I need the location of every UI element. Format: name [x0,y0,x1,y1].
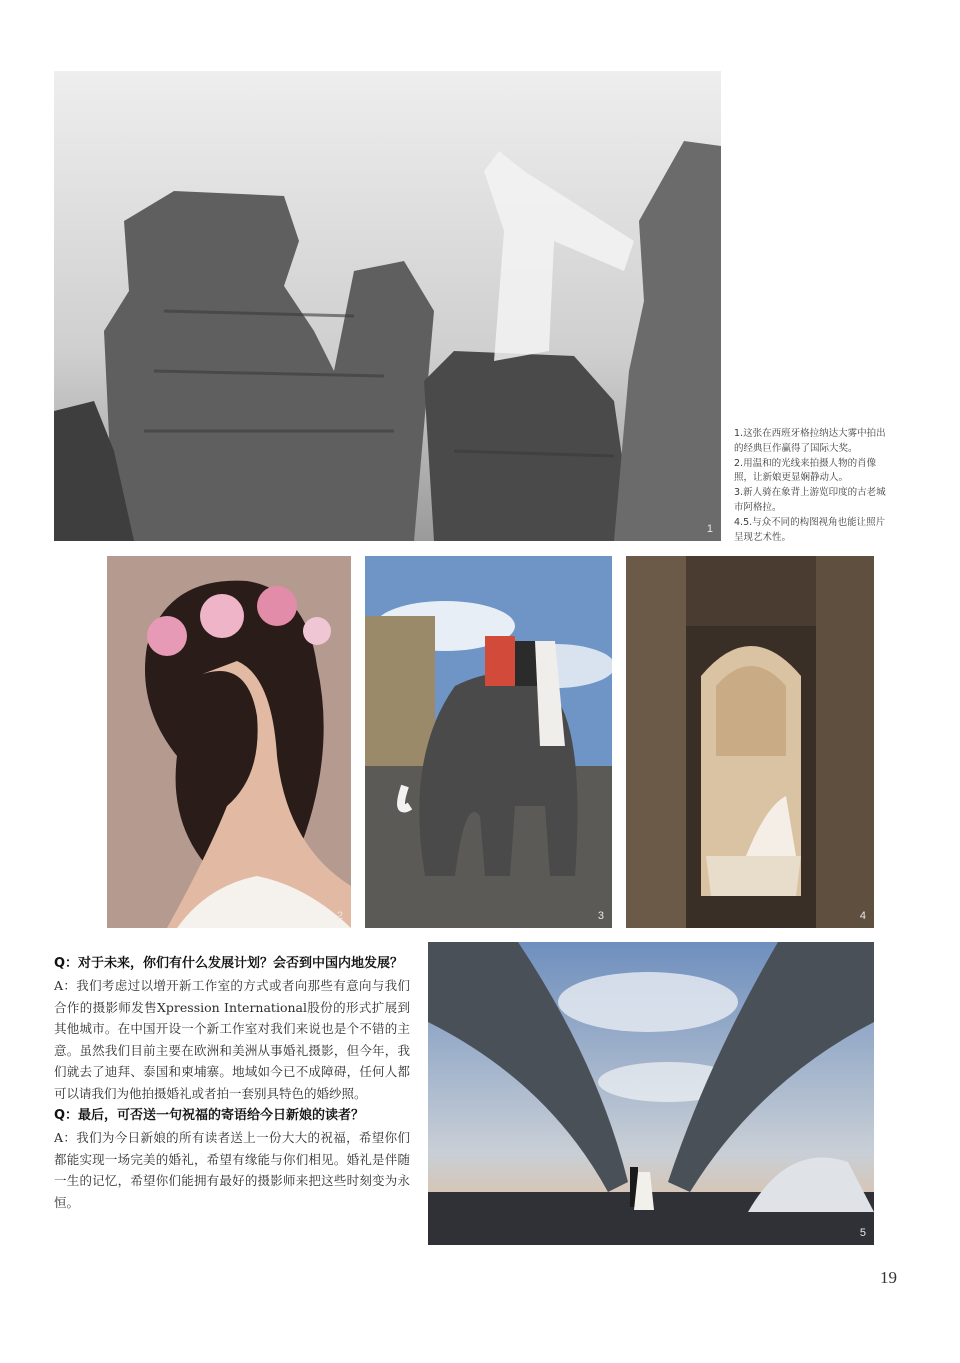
page-number: 19 [880,1268,897,1287]
photo-couple-under-bridges [428,942,874,1245]
answer-1: A：我们考虑过以增开新工作室的方式或者向那些有意向与我们合作的摄影师发售Xpression International股份的形式扩展到其他城市。在中国开设一个新工作室对我们来说也是个不错的主意。虽然我们目前主要在欧洲和美洲从事婚礼摄影，但今年，我们就去了迪拜、泰国和柬埔寨。地域如今已不成障碍，任何人都可以请我们为他拍摄婚礼或者拍一套别具特色的婚纱照。 [54,978,410,1101]
photo-bride-on-rocks-fog [54,71,721,541]
question-1: Q：对于未来，你们有什么发展计划？会否到中国内地发展？ [54,956,404,971]
photo-number: 4 [859,910,866,922]
qa-article-text [54,952,410,1213]
photo-number: 3 [597,910,604,922]
photo-number: 1 [706,523,713,535]
photo-bride-in-alcove [626,556,874,928]
photo-couple-on-elephant [365,556,612,928]
photo-captions [734,427,894,545]
question-2: Q：最后，可否送一句祝福的寄语给今日新娘的读者？ [54,1108,365,1123]
photo-bride-portrait-orchids [107,556,351,928]
answer-2: A：我们为今日新娘的所有读者送上一份大大的祝福，希望你们都能实现一场完美的婚礼，希望有缘能与你们相见。婚礼是伴随一生的记忆，希望你们能拥有最好的摄影师来把这些时刻变为永恒。 [54,1130,410,1210]
caption-3: 3.新人骑在象背上游览印度的古老城市阿格拉。 [734,487,886,513]
caption-4-5: 4.5.与众不同的构图视角也能让照片呈现艺术性。 [734,516,886,543]
photo-number: 5 [859,1227,866,1239]
caption-2: 2.用温和的光线来拍摄人物的肖像照，让新娘更显娴静动人。 [734,457,877,484]
caption-1: 1.这张在西班牙格拉纳达大雾中拍出的经典巨作赢得了国际大奖。 [734,428,886,454]
photo-number: 2 [336,910,343,922]
